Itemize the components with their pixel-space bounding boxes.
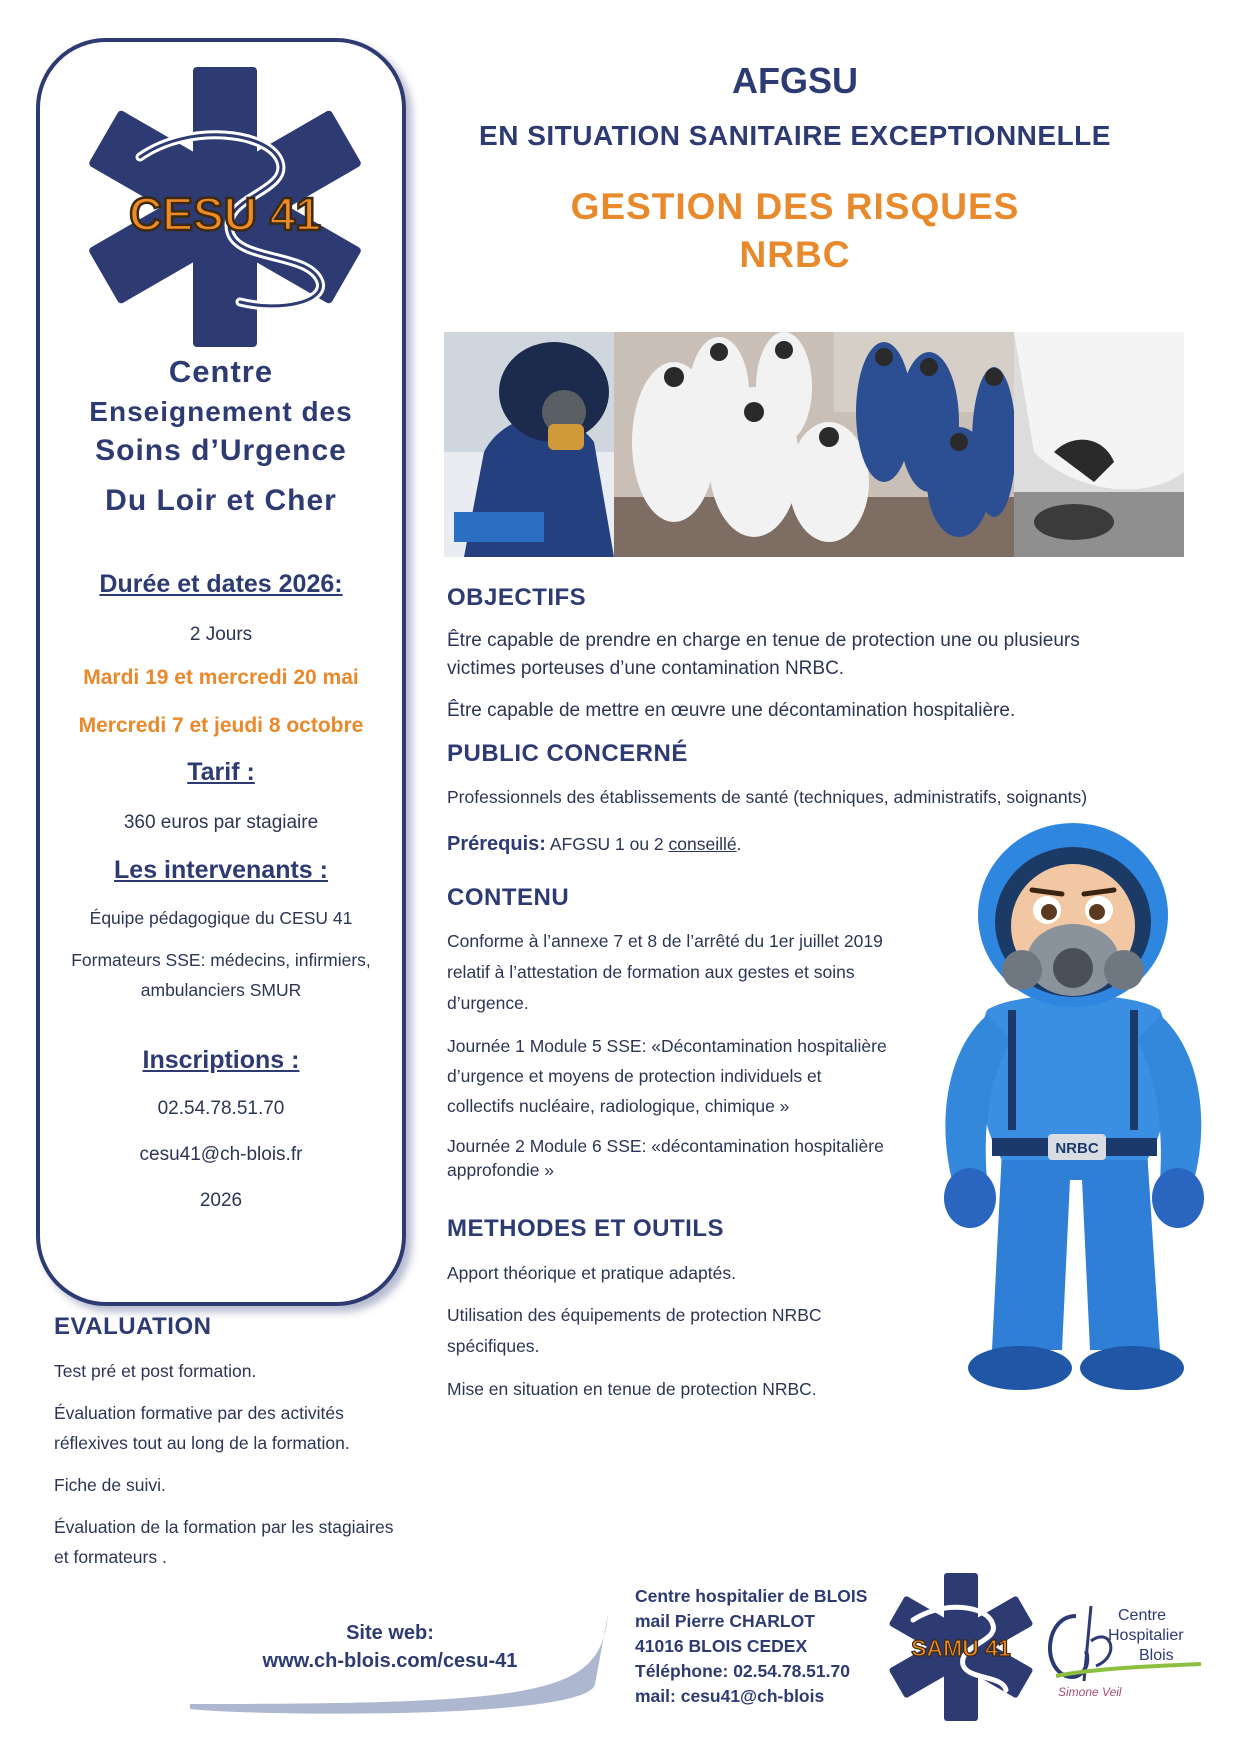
ch-logo-sub: Simone Veil [1058,1685,1122,1699]
duration-text: 2 Jours [189,624,253,645]
session-1-dates: Mardi 19 et mercredi 20 mai [83,666,359,689]
contact-line4: Téléphone: 02.54.78.51.70 [635,1661,850,1681]
tarif-heading: Tarif : [187,758,255,786]
evaluation-line3: réflexives tout au long de la formation. [54,1433,350,1453]
methodes-line3: spécifiques. [447,1336,540,1356]
contenu-p3-line1: Journée 2 Module 6 SSE: «décontamination hospitalière [447,1136,884,1156]
training-photo-strip [444,332,1184,557]
org-name-line3: Soins d’Urgence [95,434,347,467]
methodes-line2: Utilisation des équipements de protection NRBC [447,1305,822,1325]
public-text: Professionnels des établissements de santé (techniques, administratifs, soignants) [447,787,1088,807]
contact-line2: mail Pierre CHARLOT [635,1611,815,1631]
intervenants-line1: Équipe pédagogique du CESU 41 [89,908,353,928]
evaluation-title: EVALUATION [54,1313,212,1340]
evaluation-line6: et formateurs . [54,1547,167,1567]
cesu-41-logo [80,62,370,352]
samu-41-logo [888,1570,1034,1724]
org-name-line4: Du Loir et Cher [105,484,337,517]
evaluation-line5: Évaluation de la formation par les stagiaires [54,1517,394,1537]
evaluation-line4: Fiche de suivi. [54,1475,166,1495]
evaluation-line1: Test pré et post formation. [54,1361,257,1381]
gas-mask-photo [444,332,614,557]
info-sidebar [36,38,406,1306]
ch-blois-logo [1036,1596,1206,1704]
objectifs-line1: Être capable de prendre en charge en tenue de protection une ou plusieurs [447,630,1080,651]
intervenants-line2: Formateurs SSE: médecins, infirmiers, [71,950,371,970]
session-2-dates: Mercredi 7 et jeudi 8 octobre [78,714,364,737]
topic-title-line2: NRBC [739,234,851,275]
page-title: AFGSU [732,60,858,101]
public-title: PUBLIC CONCERNÉ [447,740,688,767]
year-text: 2026 [199,1190,243,1211]
contact-line3: 41016 BLOIS CEDEX [635,1636,808,1656]
prerequis-label: Prérequis: [447,833,546,855]
tarif-value: 360 euros par stagiaire [123,812,319,833]
ch-logo-line2: Hospitalier [1108,1627,1184,1644]
inscriptions-heading: Inscriptions : [142,1046,300,1074]
contenu-p2-line2: d’urgence et moyens de protection individuels et [447,1066,822,1086]
prerequis-end: . [736,834,742,854]
samu-logo-text: SAMU 41 [911,1635,1011,1661]
methodes-line1: Apport théorique et pratique adaptés. [447,1263,736,1283]
nrbc-mascot-illustration [932,820,1214,1410]
org-name-line1: Centre [168,354,274,389]
prerequis-text: AFGSU 1 ou 2 [549,834,664,854]
team-in-suits-photo [614,332,1014,557]
topic-title-line1: GESTION DES RISQUES [570,186,1020,227]
contenu-p2-line3: collectifs nucléaire, radiologique, chimique » [447,1096,790,1116]
website-label: Site web: [346,1622,434,1644]
contenu-p3-line2: approfondie » [447,1160,555,1180]
contact-block [635,1584,867,1709]
contact-line1: Centre hospitalier de BLOIS [635,1586,868,1606]
objectifs-line3: Être capable de mettre en œuvre une décontamination hospitalière. [447,700,1016,721]
ch-logo-line1: Centre [1118,1607,1167,1624]
contenu-p1-line1: Conforme à l’annexe 7 et 8 de l’arrêté du 1er juillet 2019 [447,931,883,951]
evaluation-line2: Évaluation formative par des activités [54,1403,344,1423]
methodes-line4: Mise en situation en tenue de protection NRBC. [447,1379,817,1399]
org-name-line2: Enseignement des [89,396,353,427]
objectifs-line2: victimes porteuses d’une contamination NRBC. [447,658,845,679]
cesu-logo-text: CESU 41 [129,188,321,240]
contenu-title: CONTENU [447,884,570,911]
ch-logo-line3: Blois [1139,1647,1174,1664]
methodes-title: METHODES ET OUTILS [447,1215,725,1242]
website-url[interactable]: www.ch-blois.com/cesu-41 [262,1650,518,1672]
mascot-badge: NRBC [1055,1140,1099,1157]
objectifs-title: OBJECTIFS [447,584,587,611]
contenu-p2-line1: Journée 1 Module 5 SSE: «Décontamination hospitalière [447,1036,887,1056]
phone-number[interactable]: 02.54.78.51.70 [157,1098,285,1119]
page-subtitle: EN SITUATION SANITAIRE EXCEPTIONNELLE [479,120,1111,151]
intervenants-line3: ambulanciers SMUR [140,980,302,1000]
prerequis-line [447,829,742,859]
dates-heading: Durée et dates 2026: [99,570,343,598]
intervenants-heading: Les intervenants : [114,856,328,884]
prerequis-underlined: conseillé [668,834,737,854]
contenu-p1-line2: relatif à l’attestation de formation aux gestes et soins [447,962,855,982]
protective-gear-photo [1014,332,1184,557]
email-address[interactable]: cesu41@ch-blois.fr [139,1144,303,1165]
contact-line5: mail: cesu41@ch-blois [635,1686,825,1706]
contenu-p1-line3: d’urgence. [447,993,529,1013]
